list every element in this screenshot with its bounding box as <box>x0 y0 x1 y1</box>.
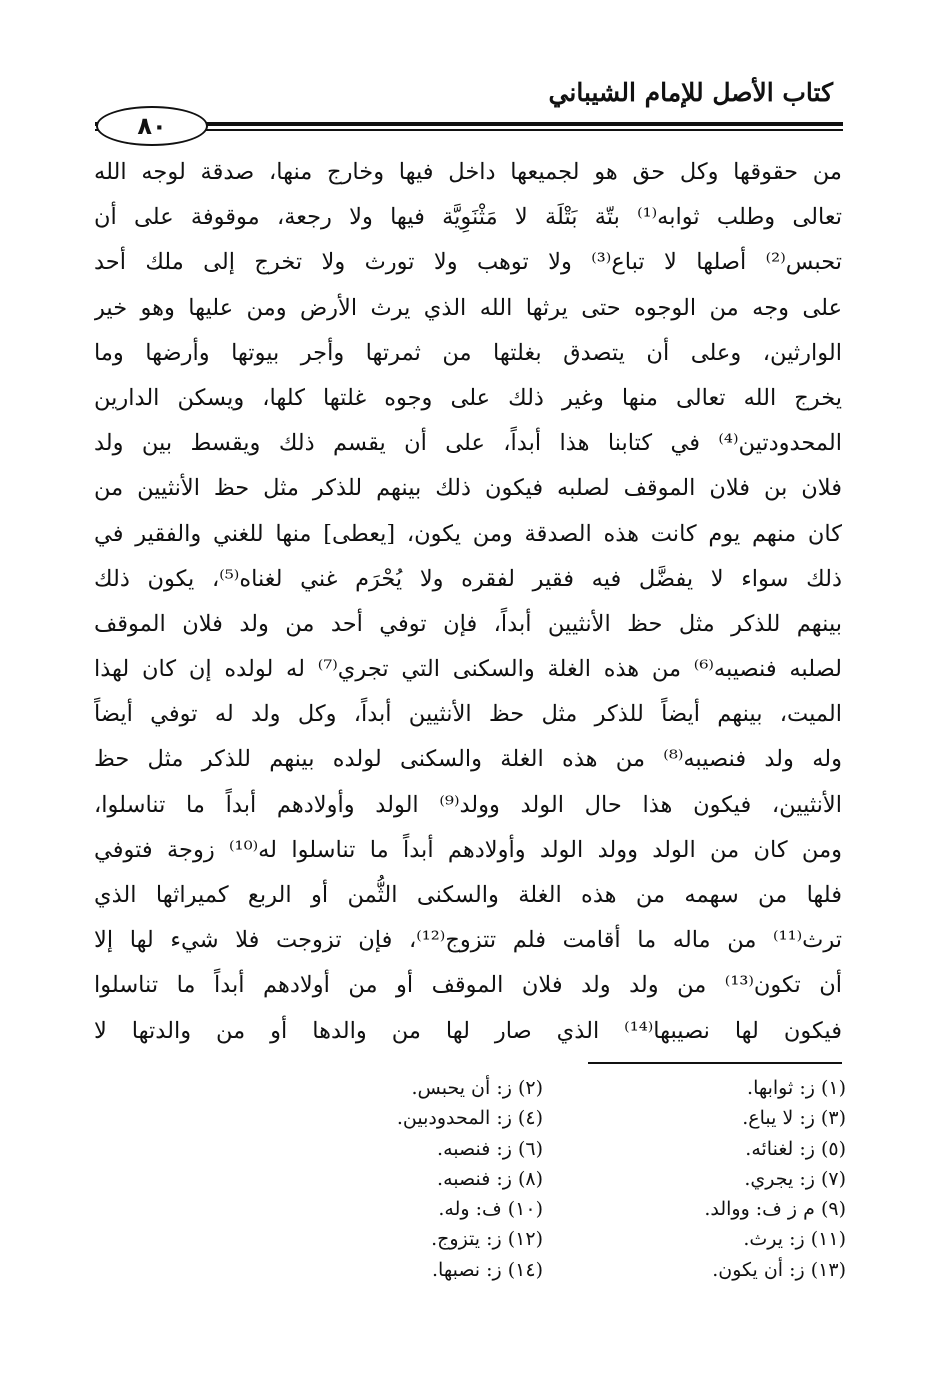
footnote-10: (١٠) ف: وله. <box>438 1198 543 1221</box>
text-line: يخرج الله تعالى منها وغير ذلك على وجوه غلتها كلها، ويسكن الدارين <box>94 384 842 411</box>
footnote-11: (١١) ز: يرث. <box>743 1228 846 1251</box>
footnote-3: (٣) ز: لا يباع. <box>742 1107 846 1130</box>
footnotes-block <box>240 1073 846 1285</box>
text-line: ترث⁽¹¹⁾ من ماله ما أقامت فلم تتزوج⁽¹²⁾، فإن تزوجت فلا شيء لها إلا <box>94 927 842 954</box>
text-line: المحدودتين⁽⁴⁾ في كتابنا هذا أبداً، على أن يقسم ذلك ويقسط بين ولد <box>94 430 842 457</box>
text-line: فلها من سهمه من هذه الغلة والسكنى الثُّمن أو الربع كميراثها الذي <box>94 882 842 908</box>
text-line: تعالى وطلب ثوابه⁽¹⁾ بتّة بَتْلَة لا مَثْنَوِيَّة فيها ولا رجعة، موقوفة على أن <box>94 204 842 231</box>
text-line: لصلبه فنصيبه⁽⁶⁾ من هذه الغلة والسكنى التي تجري⁽⁷⁾ له لولده إن كان لهذا <box>94 656 842 683</box>
text-line: تحبس⁽²⁾ أصلها لا تباع⁽³⁾ ولا توهب ولا تورث ولا تخرج إلى ملك أحد <box>94 249 842 276</box>
text-line: كان منهم يوم كانت هذه الصدقة ومن يكون، [يعطى] منها للغني والفقير في <box>94 520 842 547</box>
text-line: الوارثين، وعلى أن يتصدق بغلتها من ثمرتها وأجر بيوتها وأرضها وما <box>94 339 842 366</box>
text-line: فيكون لها نصيبها⁽¹⁴⁾ الذي صار لها من والدها أو من والدتها لا <box>94 1017 842 1044</box>
text-line: وله ولد فنصيبه⁽⁸⁾ من هذه الغلة والسكنى لولده بينهم للذكر مثل حظ <box>94 746 842 773</box>
footnote-9: (٩) م ز ف: ووالد. <box>704 1198 846 1221</box>
footnote-2: (٢) ز: أن يحبس. <box>411 1077 543 1099</box>
footnote-14: (١٤) ز: نصبها. <box>432 1258 543 1281</box>
text-line: على وجه من الوجوه حتى يرثها الله الذي يرث الأرض ومن عليها وهو خير <box>94 294 842 321</box>
footnote-7: (٧) ز: يجري. <box>744 1167 846 1190</box>
main-text-block <box>94 150 842 1054</box>
text-line: فلان بن فلان الموقف لصلبه فيكون ذلك بينهم للذكر مثل حظ الأنثيين من <box>94 475 842 502</box>
text-line: بينهم للذكر مثل حظ الأنثيين أبداً، فإن توفي أحد من ولد فلان الموقف <box>94 610 842 637</box>
footnote-6: (٦) ز: فنصبه. <box>437 1137 543 1160</box>
text-line: الأنثيين، فيكون هذا حال الولد وولد⁽⁹⁾ الولد وأولادهم أبداً ما تناسلوا، <box>94 791 842 818</box>
text-line: من حقوقها وكل حق هو لجميعها داخل فيها وخارج منها، صدقة لوجه الله <box>94 159 842 185</box>
text-line: الميت، بينهم أيضاً للذكر مثل حظ الأنثيين أبداً، وكل ولد له توفي أيضاً <box>94 701 842 728</box>
footnote-separator <box>588 1062 842 1064</box>
footnote-8: (٨) ز: فنصبه. <box>437 1167 543 1190</box>
footnote-5: (٥) ز: لغنائه. <box>745 1137 846 1160</box>
footnote-12: (١٢) ز: يتزوج. <box>431 1228 543 1251</box>
text-line: أن تكون⁽¹³⁾ من ولد ولد فلان الموقف أو من أولادهم أبداً ما تناسلوا <box>94 972 842 999</box>
running-header-title: كتاب الأصل للإمام الشيباني <box>548 78 833 107</box>
footnote-1: (١) ز: ثوابها. <box>747 1077 846 1099</box>
footnote-4: (٤) ز: المحدودبين. <box>396 1107 543 1130</box>
text-line: ذلك سواء لا يفضَّل فيه فقير لفقره ولا يُحْرَم غني لغناه⁽⁵⁾، يكون ذلك <box>94 565 842 592</box>
footnote-13: (١٣) ز: أن يكون. <box>712 1258 846 1281</box>
page-number-badge: ٨٠ <box>96 106 208 146</box>
text-line: ومن كان من الولد وولد الولد وأولادهم أبداً ما تناسلوا له⁽¹⁰⁾ زوجة فتوفي <box>94 836 842 863</box>
